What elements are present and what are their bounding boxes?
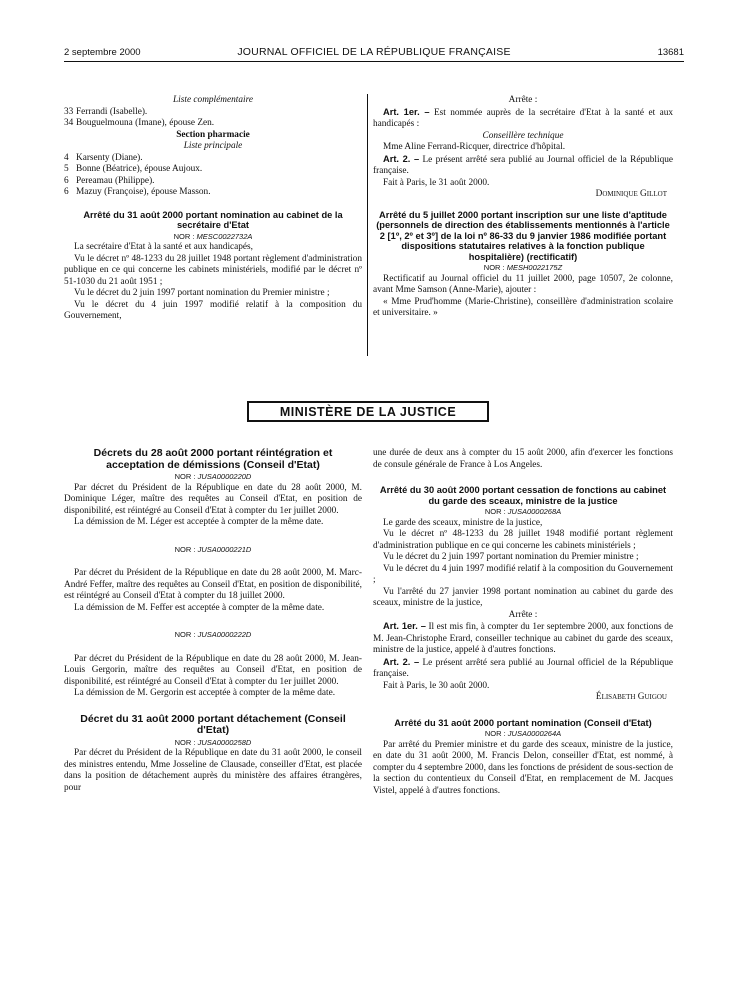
nor-label: NOR :: [484, 729, 506, 738]
nor-code: JUSA0000258D: [197, 737, 252, 747]
nor-code: JUSA0000220D: [197, 472, 252, 481]
header-date: 2 septembre 2000: [64, 47, 141, 58]
nor-reference: [64, 231, 362, 243]
nor-code: JUSA0000268A: [507, 507, 562, 516]
header-rule: [64, 61, 684, 62]
nor-label: NOR :: [174, 472, 196, 481]
list-item-text: Bonne (Béatrice), épouse Aujoux.: [76, 164, 203, 174]
article-text: Est nommée auprès de la secrétaire d'Etat à la santé et aux handicapés :: [373, 107, 673, 129]
list-item-number: 34: [64, 118, 74, 128]
nor-reference: [64, 629, 362, 641]
list-item: [64, 176, 362, 188]
nor-label: NOR :: [174, 544, 196, 554]
article-label: Art. 1er. –: [383, 621, 426, 631]
body-paragraph: Par décret du Président de la République en date du 31 août 2000, le conseil des ministres entendu, Mme Josseline de Clausade, conseiller d'Etat, est placée dans la position de détachement auprès du ministère des affaires étrangères, pour: [64, 748, 362, 793]
liste-complementaire-label: Liste complémentaire: [173, 95, 253, 105]
list-item-text: Bouguelmouna (Imane), épouse Zen.: [76, 118, 215, 128]
body-paragraph: La secrétaire d'Etat à la santé et aux handicapés,: [74, 242, 253, 252]
list-item-text: Karsenty (Diane).: [76, 152, 143, 163]
list-item: [64, 118, 362, 130]
body-paragraph: Vu le décret du 2 juin 1997 portant nomination du Premier ministre ;: [383, 552, 639, 562]
top-left-column: [64, 95, 362, 323]
fait-a-paris: Fait à Paris, le 31 août 2000.: [383, 177, 490, 188]
rectificatif-paragraph: Rectificatif au Journal officiel du 11 juillet 2000, page 10507, 2e colonne, avant Mme Samson (Anne-Marie), ajouter :: [373, 273, 673, 295]
body-paragraph: Le garde des sceaux, ministre de la justice,: [383, 517, 543, 528]
nomination-title: Arrêté du 31 août 2000 portant nomination (Conseil d'Etat): [394, 717, 652, 728]
article-2: [373, 154, 673, 178]
article-1: [373, 107, 673, 131]
arrete-word: Arrête :: [508, 609, 538, 620]
body-paragraph: La démission de M. Feffer est acceptée à compter de la même date.: [74, 602, 325, 613]
article-text: Le présent arrêté sera publié au Journal officiel de la République française.: [373, 657, 673, 679]
body-paragraph: Vu l'arrêté du 27 janvier 1998 portant nomination au cabinet du garde des sceaux, ministre de la justice,: [373, 586, 673, 608]
article-1: [373, 621, 673, 657]
ministry-heading-box: [247, 401, 489, 422]
signature: Élisabeth Guigou: [595, 692, 667, 702]
rectificatif-quote: « Mme Prud'homme (Marie-Christine), conseillère d'administration scolaire et universitaire. »: [373, 296, 673, 318]
list-item: [64, 164, 362, 176]
rectificatif-title: Arrêté du 5 juillet 2000 portant inscription sur une liste d'aptitude (personnels de direction des établissements mentionnés à l'article 2 [1º, 2º et 3º] de la loi nº 86-33 du 9 janvier 1986 modifiée portant dispositions statutaires relatives à la fonction publique hospitalière) (rectificatif): [376, 209, 670, 262]
article-2: [373, 657, 673, 681]
body-paragraph: Vu le décret nº 48-1233 du 28 juillet 1948 portant règlement d'administration publique en ce qui concerne les cabinets ministériels, modifié par le décret nº 51-1030 du 21 août 1951 ;: [64, 253, 362, 287]
body-paragraph: Par décret du Président de la République en date du 28 août 2000, M. Marc-André Feffer, maître des requêtes au Conseil d'Etat, en position de disponibilité, est réintégré au Conseil d'Etat à compter du 18 juillet 2000.: [64, 568, 362, 601]
list-item-number: 33: [64, 106, 74, 117]
article-text: Il est mis fin, à compter du 1er septembre 2000, aux fonctions de M. Jean-Christophe Erard, conseiller technique au cabinet du garde des sceaux, ministre de la justice, appelé à d'autres fonctions.: [373, 622, 673, 655]
body-paragraph: La démission de M. Gergorin est acceptée à compter de la même date.: [74, 688, 336, 698]
nor-reference: [373, 728, 673, 740]
role-title: Conseillère technique: [482, 130, 564, 141]
top-right-column: [373, 95, 673, 320]
list-item-text: Ferrandi (Isabelle).: [76, 106, 148, 117]
ministry-heading: MINISTÈRE DE LA JUSTICE: [279, 405, 457, 419]
page-number: 13681: [657, 47, 684, 58]
list-item-text: Pereamau (Philippe).: [76, 175, 155, 186]
section-pharmacie-heading: Section pharmacie: [176, 129, 250, 140]
list-item-number: 6: [64, 187, 69, 197]
detachement-title: Décret du 31 août 2000 portant détachement (Conseil d'Etat): [80, 712, 346, 736]
nor-code: JUSA0000264A: [507, 729, 562, 738]
nor-code: JUSA0000221D: [197, 544, 252, 554]
page-header: [64, 44, 684, 62]
arrete-nomination-title: Arrêté du 31 août 2000 portant nomination au cabinet de la secrétaire d'Etat: [83, 209, 343, 230]
list-item-number: 4: [64, 152, 69, 163]
list-item: [64, 187, 362, 199]
nor-label: NOR :: [484, 507, 506, 516]
article-label: Art. 2. –: [383, 153, 420, 164]
column-divider: [367, 94, 368, 356]
nor-code: JUSA0000222D: [197, 630, 252, 639]
nor-label: NOR :: [174, 737, 196, 747]
list-item: [64, 107, 362, 119]
list-item-text: Mazuy (Françoise), épouse Masson.: [76, 187, 211, 197]
article-label: Art. 2. –: [383, 656, 420, 667]
body-paragraph: Vu le décret du 2 juin 1997 portant nomination du Premier ministre ;: [74, 288, 330, 298]
appointee: Mme Aline Ferrand-Ricquer, directrice d'hôpital.: [383, 142, 566, 152]
bottom-left-column: [64, 448, 362, 794]
list-item: [64, 153, 362, 165]
cessation-title: Arrêté du 30 août 2000 portant cessation de fonctions au cabinet du garde des sceaux, ministre de la justice: [379, 485, 667, 506]
liste-principale-label: Liste principale: [183, 141, 243, 151]
nor-label: NOR :: [174, 630, 196, 639]
article-label: Art. 1er. –: [383, 106, 430, 117]
list-item-number: 6: [64, 175, 69, 186]
nor-reference: [64, 544, 362, 556]
article-text: Le présent arrêté sera publié au Journal officiel de la République française.: [373, 154, 673, 176]
body-paragraph: Vu le décret du 4 juin 1997 modifié relatif à la composition du Gouvernement,: [64, 299, 362, 321]
body-paragraph: Par décret du Président de la République en date du 28 août 2000, M. Dominique Léger, maître des requêtes au Conseil d'Etat, en position de disponibilité, est réintégré au Conseil d'Etat à compter du 1er juillet 2000.: [64, 482, 362, 516]
arrete-word: Arrête :: [508, 95, 538, 105]
nor-code: MESC0022732A: [196, 231, 253, 241]
fait-a-paris: Fait à Paris, le 30 août 2000.: [383, 680, 490, 691]
journal-title: JOURNAL OFFICIEL DE LA RÉPUBLIQUE FRANÇAISE: [237, 46, 511, 58]
body-paragraph: Par arrêté du Premier ministre et du garde des sceaux, ministre de la justice, en date du 31 août 2000, M. Francis Delon, conseiller d'Etat, est nommé, à compter du 4 septembre 2000, dans les fonctions de président de sous-section de la section du contentieux du Conseil d'Etat, en remplacement de M. Jacques Vistel, appelé à d'autres fonctions.: [373, 739, 673, 796]
nor-code: MESH0022175Z: [506, 263, 563, 272]
nor-reference: [373, 506, 673, 518]
nor-label: NOR :: [483, 263, 505, 272]
body-paragraph: La démission de M. Léger est acceptée à compter de la même date.: [74, 517, 324, 527]
signature: Dominique Gillot: [595, 189, 667, 199]
nor-reference: [64, 471, 362, 483]
nor-reference: [373, 262, 673, 274]
bottom-right-column: [373, 448, 673, 797]
body-paragraph: Vu le décret du 4 juin 1997 modifié relatif à la composition du Gouvernement ;: [373, 563, 673, 585]
nor-reference: [64, 737, 362, 749]
continued-paragraph: une durée de deux ans à compter du 15 août 2000, afin d'exercer les fonctions de consule générale de France à Los Angeles.: [373, 448, 673, 470]
body-paragraph: Par décret du Président de la République en date du 28 août 2000, M. Jean-Louis Gergorin, maître des requêtes au Conseil d'Etat, en position de disponibilité, est réintégré au Conseil d'Etat à compter du 1er juillet 2000.: [64, 653, 362, 687]
body-paragraph: Vu le décret nº 48-1233 du 28 juillet 1948 modifié portant règlement d'administration publique en ce qui concerne les cabinets ministériels ;: [373, 529, 673, 551]
list-item-number: 5: [64, 164, 69, 174]
nor-label: NOR :: [173, 231, 195, 241]
decrets-title: Décrets du 28 août 2000 portant réintégration et acceptation de démissions (Conseil d'Etat): [93, 447, 333, 471]
